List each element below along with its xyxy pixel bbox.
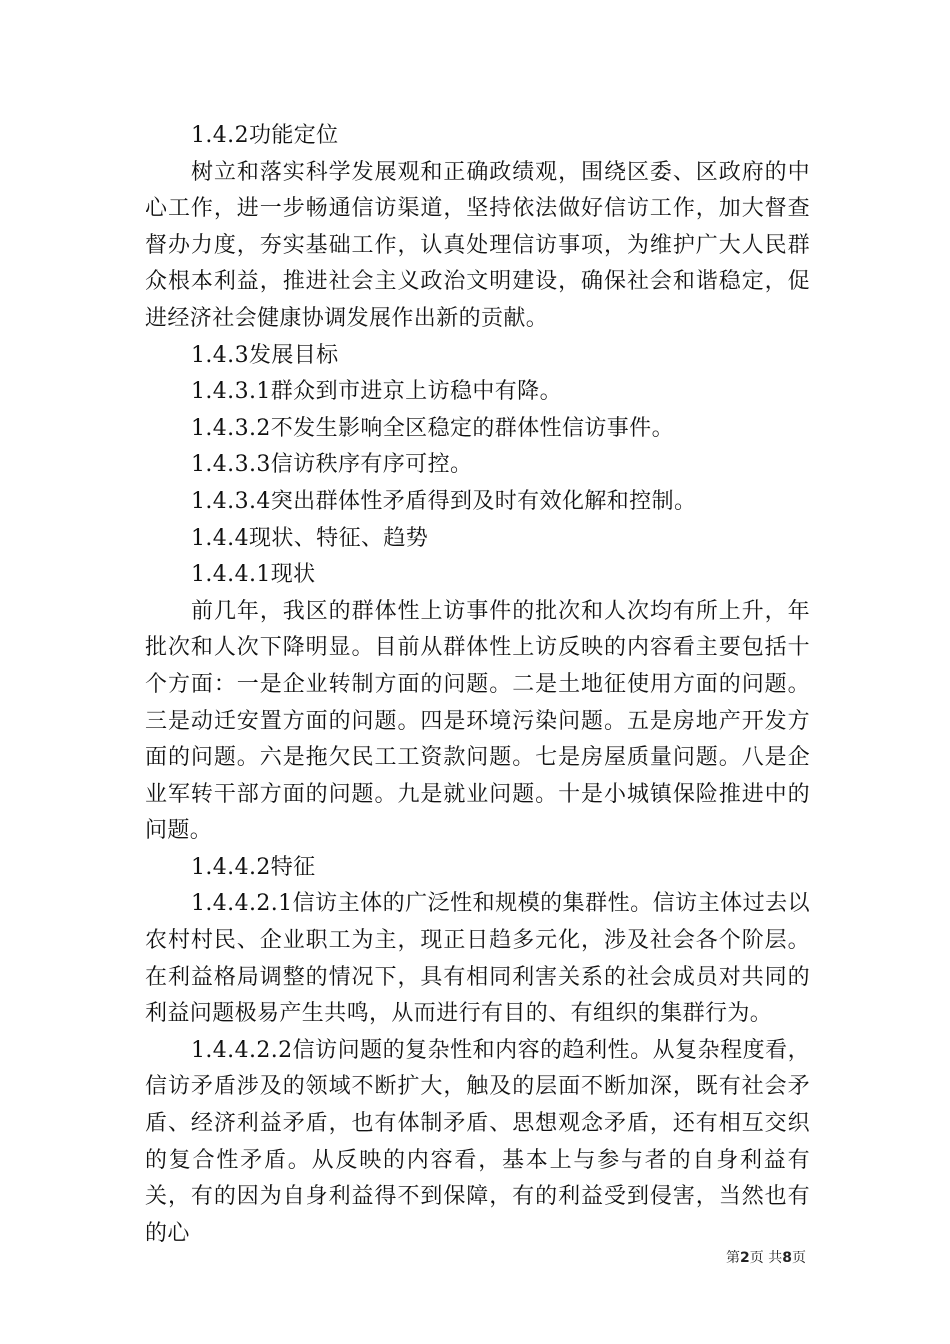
paragraph-function-positioning: 树立和落实科学发展观和正确政绩观，围绕区委、区政府的中心工作，进一步畅通信访渠道，坚持依法做好信访工作，加大督查督办力度，夯实基础工作，认真处理信访事项，为维护广大人民群众根本利益，推进社会主义政治文明建设，确保社会和谐稳定，促进经济社会健康协调发展作出新的贡献。 xyxy=(145,159,810,331)
document-body xyxy=(145,118,810,1252)
section-heading-1-4-2: 1.4.2功能定位 xyxy=(191,123,339,148)
footer-prefix: 第 xyxy=(726,1250,741,1266)
goal-item-4: 1.4.3.4突出群体性矛盾得到及时有效化解和控制。 xyxy=(191,488,697,514)
footer-middle: 页 共 xyxy=(749,1250,783,1266)
paragraph-current-status: 前几年，我区的群体性上访事件的批次和人次均有所上升，年批次和人次下降明显。目前从群体性上访反映的内容看主要包括十个方面：一是企业转制方面的问题。二是土地征使用方面的问题。三是动迁安置方面的问题。四是环境污染问题。五是房地产开发方面的问题。六是拖欠民工工资款问题。七是房屋质量问题。八是企业军转干部方面的问题。九是就业问题。十是小城镇保险推进中的问题。 xyxy=(145,598,810,844)
footer-suffix: 页 xyxy=(792,1250,806,1266)
footer-total-pages: 8 xyxy=(782,1250,792,1266)
subsection-heading-1-4-4-2: 1.4.4.2特征 xyxy=(191,854,316,880)
paragraph-feature-1: 1.4.4.2.1信访主体的广泛性和规模的集群性。信访主体过去以农村村民、企业职工为主，现正日趋多元化，涉及社会各个阶层。在利益格局调整的情况下，具有相同利害关系的社会成员对共同的利益问题极易产生共鸣，从而进行有目的、有组织的集群行为。 xyxy=(145,891,810,1027)
subsection-heading-1-4-4-1: 1.4.4.1现状 xyxy=(191,562,316,588)
goal-item-3: 1.4.3.3信访秩序有序可控。 xyxy=(191,452,473,478)
page-number-footer xyxy=(726,1247,806,1267)
goal-item-2: 1.4.3.2不发生影响全区稳定的群体性信访事件。 xyxy=(191,415,674,441)
footer-current-page: 2 xyxy=(740,1250,750,1266)
paragraph-feature-2: 1.4.4.2.2信访问题的复杂性和内容的趋利性。从复杂程度看，信访矛盾涉及的领域不断扩大，触及的层面不断加深，既有社会矛盾、经济利益矛盾，也有体制矛盾、思想观念矛盾，还有相互交织的复合性矛盾。从反映的内容看，基本上与参与者的自身利益有关，有的因为自身利益得不到保障，有的利益受到侵害，当然也有的心 xyxy=(145,1037,810,1246)
goal-item-1: 1.4.3.1群众到市进京上访稳中有降。 xyxy=(191,379,562,405)
section-heading-1-4-4: 1.4.4现状、特征、趋势 xyxy=(191,525,429,551)
section-heading-1-4-3: 1.4.3发展目标 xyxy=(191,342,339,368)
